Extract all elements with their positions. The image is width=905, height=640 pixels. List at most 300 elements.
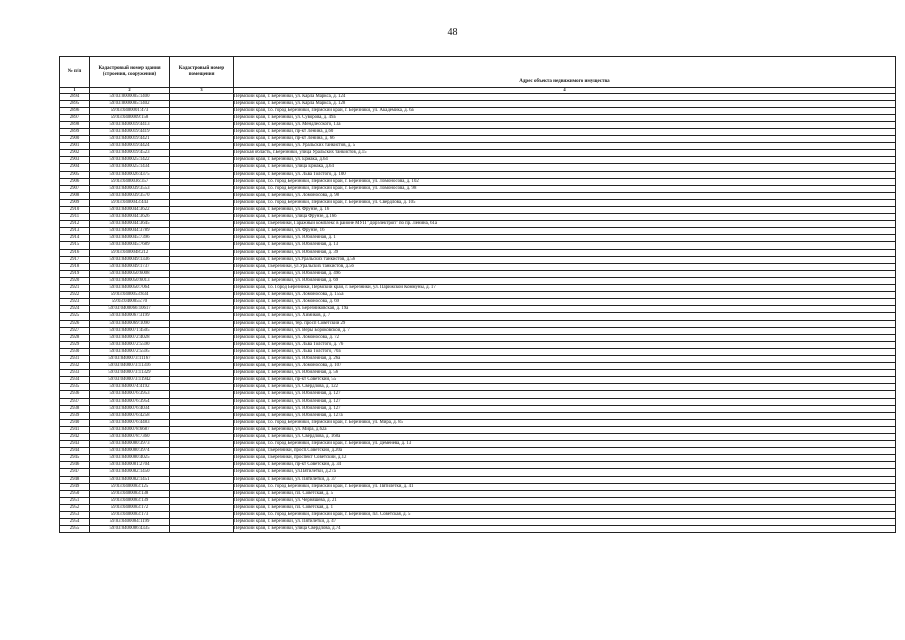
table-row [60, 143, 896, 150]
cadastral-number: 59:03:0400039:3570 [90, 192, 170, 199]
room-cadastral-number [170, 157, 234, 164]
table-row [60, 370, 896, 377]
room-cadastral-number [170, 363, 234, 370]
property-address: Пермский край, г. Березники, пл. Советская, д. 5 [234, 490, 896, 497]
row-number: 2930 [60, 348, 90, 355]
row-number: 2955 [60, 526, 90, 533]
property-address: Пермский край, г.Березники, просп.Советский, д.20а [234, 448, 896, 455]
cadastral-number: 59:03:0000005:1400 [90, 93, 170, 100]
property-address: Пермский край, г. Березники, ул. Юбилейная, д. 69 [234, 277, 896, 284]
table-row [60, 292, 896, 299]
table-row [60, 462, 896, 469]
property-address: Пермский край, г. Березники, ул. Карла Маркса, д. 128 [234, 100, 896, 107]
table-row [60, 405, 896, 412]
cadastral-number: 59:03:0400083:172 [90, 504, 170, 511]
row-number: 2938 [60, 405, 90, 412]
property-address: Пермский край, г. Березники, пр-кт Советский, д. 34 [234, 462, 896, 469]
cadastral-number: 59:03:0400050:6008 [90, 270, 170, 277]
room-cadastral-number [170, 476, 234, 483]
col-number: 2 [90, 88, 170, 94]
row-number: 2901 [60, 143, 90, 150]
row-number: 2954 [60, 519, 90, 526]
room-cadastral-number [170, 306, 234, 313]
property-address: Пермский край, г. Березники, улица Ермака, д.64 [234, 164, 896, 171]
room-cadastral-number [170, 469, 234, 476]
property-address: Пермский край, г.о. город Березники, Пермский край, г. Березники, ул. Свердлова, д. 105 [234, 199, 896, 206]
cadastral-number: 59:03:0400083:125 [90, 483, 170, 490]
room-cadastral-number [170, 164, 234, 171]
property-address: Пермский край, г.о. город Березники, Пермский край, г. Березники, ул. Деменева, д. 13 [234, 441, 896, 448]
row-number: 2944 [60, 448, 90, 455]
table-row [60, 185, 896, 192]
cadastral-number: 59:03:0400025:1422 [90, 157, 170, 164]
row-number: 2945 [60, 455, 90, 462]
property-address: Пермский край, г.о. город Березники, Пермский край, г. Березники, ул. Пятилетки, д. 41 [234, 483, 896, 490]
cadastral-number: 59:03:0400073:11329 [90, 370, 170, 377]
table-row [60, 263, 896, 270]
room-cadastral-number [170, 405, 234, 412]
property-address: Пермский край, г. Березники, ул. Мира, д.62а [234, 426, 896, 433]
property-address: Пермский край, г. Березники, пр-кт Советский, 55 [234, 377, 896, 384]
cadastral-number: 59:03:0400084:1199 [90, 519, 170, 526]
room-cadastral-number [170, 497, 234, 504]
property-address: Пермский край, г. Березники, ул. Ломоносова, д. 72 [234, 334, 896, 341]
property-address: Пермский край, г. Березники, тер. просп Советский 29 [234, 320, 896, 327]
property-address: Пермская область, г.Березники, улица Уральских танкистов, д.15 [234, 150, 896, 157]
room-cadastral-number [170, 434, 234, 441]
property-address: Пермский край, г. Березники, ул. Льва Толстого, д. 100 [234, 171, 896, 178]
row-number: 2941 [60, 426, 90, 433]
row-number: 2926 [60, 320, 90, 327]
row-number: 2918 [60, 263, 90, 270]
row-number: 2902 [60, 150, 90, 157]
room-cadastral-number [170, 441, 234, 448]
property-address: Пермский край, г.Березники, проспект Советский, д.12 [234, 455, 896, 462]
row-number: 2922 [60, 292, 90, 299]
property-address: Пермский край, г. Березники, улица Фрунзе, д.16б [234, 214, 896, 221]
table-row [60, 412, 896, 419]
row-number: 2920 [60, 277, 90, 284]
room-cadastral-number [170, 221, 234, 228]
table-row [60, 270, 896, 277]
property-address: Пермский край, г. Березники, ул.Пятилетки, д.27а [234, 469, 896, 476]
cadastral-number: 59:03:0400076:4034 [90, 405, 170, 412]
row-number: 2927 [60, 327, 90, 334]
cadastral-number: 59:03:0400067:3199 [90, 313, 170, 320]
room-cadastral-number [170, 199, 234, 206]
property-address: Пермский край, г. Березники, ул. Березниковская, д. 19а [234, 306, 896, 313]
property-address: Пермский край, г. Березники, ул. Юбилейная, д. 13 [234, 242, 896, 249]
col-number: 1 [60, 88, 90, 94]
table-row [60, 128, 896, 135]
table-row [60, 214, 896, 221]
table-row [60, 490, 896, 497]
room-cadastral-number [170, 270, 234, 277]
room-cadastral-number [170, 114, 234, 121]
cadastral-number: 59:03:0400076:3954 [90, 398, 170, 405]
table-row [60, 199, 896, 206]
table-row [60, 157, 896, 164]
row-number: 2895 [60, 100, 90, 107]
row-number: 2906 [60, 178, 90, 185]
row-number: 2921 [60, 285, 90, 292]
property-address: Пермский край, г. Березники, пр-кт Ленина, д.60 [234, 128, 896, 135]
property-address: Пермский край, г. Березники, ул. Юбилейная, д. 127а [234, 412, 896, 419]
room-cadastral-number [170, 93, 234, 100]
cadastral-number: 59:03:0400071:4505 [90, 327, 170, 334]
table-row [60, 299, 896, 306]
property-address: Пермский край, г. Березники, ул. Черняшева, д. 21 [234, 497, 896, 504]
room-cadastral-number [170, 412, 234, 419]
row-number: 2936 [60, 391, 90, 398]
row-number: 2929 [60, 341, 90, 348]
property-address: Пермский край, г. Березники, ул. Уральских танкистов, д. 5 [234, 143, 896, 150]
row-number: 2907 [60, 185, 90, 192]
cadastral-number: 59:03:0400044:3622 [90, 207, 170, 214]
property-address: Пермский край, г. Березники, ул. Суворова, д. 49а [234, 114, 896, 121]
table-row [60, 192, 896, 199]
table-row [60, 306, 896, 313]
row-number: 2923 [60, 299, 90, 306]
cadastral-number: 59:03:0400044:3645 [90, 221, 170, 228]
header-cadastral: Кадастровый номер здания (строения, сооружения) [90, 57, 170, 88]
row-number: 2915 [60, 242, 90, 249]
row-number: 2947 [60, 469, 90, 476]
cadastral-number: 59:03:0400083:138 [90, 490, 170, 497]
room-cadastral-number [170, 235, 234, 242]
cadastral-number: 59:03:0400045:7689 [90, 242, 170, 249]
cadastral-number: 59:03:0400019:4421 [90, 136, 170, 143]
cadastral-number: 59:03:0400078:7360 [90, 434, 170, 441]
row-number: 2925 [60, 313, 90, 320]
row-number: 2898 [60, 121, 90, 128]
cadastral-number: 59:03:0400076:4258 [90, 412, 170, 419]
property-address: Пермский край, г. Березники, ул. Ломоносова, д. 98 [234, 192, 896, 199]
table-row [60, 242, 896, 249]
cadastral-number: 59:03:0400048:212 [90, 249, 170, 256]
property-address: Пермский край, г. Березники, ул. Юбилейная, д. 49б [234, 270, 896, 277]
cadastral-number: 59:03:0400083:139 [90, 497, 170, 504]
property-register-table [59, 56, 896, 533]
cadastral-number: 59:03:0400026:4375 [90, 171, 170, 178]
cadastral-number: 59:03:0400019:4413 [90, 121, 170, 128]
row-number: 2919 [60, 270, 90, 277]
room-cadastral-number [170, 504, 234, 511]
room-cadastral-number [170, 455, 234, 462]
cadastral-number: 59:03:0400049:1336 [90, 256, 170, 263]
cadastral-number: 59:03:0400072:5595 [90, 348, 170, 355]
table-row [60, 512, 896, 519]
property-address: Пермский край, г. Березники, ул. Мендлесского, 13а [234, 121, 896, 128]
table-row [60, 476, 896, 483]
room-cadastral-number [170, 483, 234, 490]
row-number: 2896 [60, 107, 90, 114]
table-row [60, 469, 896, 476]
room-cadastral-number [170, 207, 234, 214]
property-address: Пермский край, г. Березники, ул. Юбилейная, д. 127 [234, 391, 896, 398]
row-number: 2943 [60, 441, 90, 448]
table-row [60, 150, 896, 157]
header-row [60, 57, 896, 88]
room-cadastral-number [170, 341, 234, 348]
table-row [60, 313, 896, 320]
table-row [60, 178, 896, 185]
cadastral-number: 59:03:0400073:11942 [90, 377, 170, 384]
cadastral-number: 59:03:0400083:173 [90, 512, 170, 519]
row-number: 2953 [60, 512, 90, 519]
table-row [60, 348, 896, 355]
property-address: Пермский край, г. Березники, пл. Советская, д. 1 [234, 504, 896, 511]
table-row [60, 171, 896, 178]
cadastral-number: 59:03:0400019:4419 [90, 128, 170, 135]
room-cadastral-number [170, 143, 234, 150]
property-address: Пермский край, г.Березники, Гаражный комплекс в районе МУП "Дорэлектроп" по пр. Ленина, 61а [234, 221, 896, 228]
room-cadastral-number [170, 419, 234, 426]
room-cadastral-number [170, 285, 234, 292]
room-cadastral-number [170, 185, 234, 192]
table-row [60, 249, 896, 256]
room-cadastral-number [170, 263, 234, 270]
room-cadastral-number [170, 370, 234, 377]
header-room: Кадастровый номер помещения [170, 57, 234, 88]
table-row [60, 107, 896, 114]
room-cadastral-number [170, 228, 234, 235]
table-row [60, 441, 896, 448]
cadastral-number: 59:03:0400036:357 [90, 178, 170, 185]
table-row [60, 100, 896, 107]
property-address: Пермский край, г. Березники, ул. Свердлова, д. 122 [234, 384, 896, 391]
property-address: Пермский край, г. Березники, ул. Фрунзе, 16 [234, 228, 896, 235]
col-number: 4 [234, 88, 896, 94]
row-number: 2951 [60, 497, 90, 504]
row-number: 2933 [60, 370, 90, 377]
row-number: 2911 [60, 214, 90, 221]
table-row [60, 327, 896, 334]
table-row [60, 228, 896, 235]
row-number: 2942 [60, 434, 90, 441]
table-row [60, 434, 896, 441]
property-address: Пермский край, г. Березники, ул. Пятилетки, д. 37 [234, 476, 896, 483]
row-number: 2908 [60, 192, 90, 199]
room-cadastral-number [170, 128, 234, 135]
table-row [60, 320, 896, 327]
row-number: 2917 [60, 256, 90, 263]
table-row [60, 419, 896, 426]
property-address: Пермский край, г. Березники, ул. Ломоносова, д. 69 [234, 299, 896, 306]
table-row [60, 355, 896, 362]
row-number: 2948 [60, 476, 90, 483]
room-cadastral-number [170, 391, 234, 398]
row-number: 2904 [60, 164, 90, 171]
row-number: 2940 [60, 419, 90, 426]
table-row [60, 384, 896, 391]
cadastral-number: 59:03:0400074:4192 [90, 384, 170, 391]
room-cadastral-number [170, 313, 234, 320]
room-cadastral-number [170, 512, 234, 519]
room-cadastral-number [170, 398, 234, 405]
property-address: Пермский край, г. Березники, ул. Карла Маркса, д. 124 [234, 93, 896, 100]
property-address: Пермский край, г. Березники, ул. Юбилейная, д. 127 [234, 405, 896, 412]
room-cadastral-number [170, 384, 234, 391]
row-number: 2950 [60, 490, 90, 497]
row-number: 2894 [60, 93, 90, 100]
property-address: Пермский край, г. Березники, ул. Юбилейная, д. 56 [234, 370, 896, 377]
room-cadastral-number [170, 171, 234, 178]
property-address: Пермский край, г.о. город Березники, Пермский край, г. Березники, ул. Мира, д. 85 [234, 419, 896, 426]
table-row [60, 334, 896, 341]
row-number: 2900 [60, 136, 90, 143]
property-address: Пермский край, г. Березники, ул. Химиков, д. 7 [234, 313, 896, 320]
cadastral-number: 59:03:0400019:4523 [90, 150, 170, 157]
room-cadastral-number [170, 348, 234, 355]
table-row [60, 455, 896, 462]
cadastral-number: 59:03:0400080:3973 [90, 441, 170, 448]
room-cadastral-number [170, 107, 234, 114]
table-row [60, 93, 896, 100]
cadastral-number: 59:03:0400025:1434 [90, 164, 170, 171]
cadastral-number: 59:03:0400073:11167 [90, 355, 170, 362]
cadastral-number: 59:03:0400045:7396 [90, 235, 170, 242]
row-number: 2899 [60, 128, 90, 135]
room-cadastral-number [170, 377, 234, 384]
table-row [60, 277, 896, 284]
row-number: 2939 [60, 412, 90, 419]
room-cadastral-number [170, 249, 234, 256]
cadastral-number: 59:03:0400076:4483 [90, 419, 170, 426]
room-cadastral-number [170, 462, 234, 469]
table-row [60, 114, 896, 121]
cadastral-number: 59:03:0400080:3974 [90, 448, 170, 455]
table-row [60, 256, 896, 263]
cadastral-number: 59:03:0400069:1090 [90, 320, 170, 327]
row-number: 2932 [60, 363, 90, 370]
row-number: 2905 [60, 171, 90, 178]
room-cadastral-number [170, 299, 234, 306]
cadastral-number: 59:03:0400073:11316 [90, 363, 170, 370]
room-cadastral-number [170, 192, 234, 199]
property-address: Пермский край, г. Березники, ул. Льва Толстого, д. 76 [234, 341, 896, 348]
row-number: 2912 [60, 221, 90, 228]
room-cadastral-number [170, 121, 234, 128]
room-cadastral-number [170, 100, 234, 107]
room-cadastral-number [170, 448, 234, 455]
cadastral-number: 59:03:0400082:1451 [90, 476, 170, 483]
cadastral-number: 59:03:0400076:3953 [90, 391, 170, 398]
cadastral-number: 59:03:0400050:7064 [90, 285, 170, 292]
property-address: Пермский край, г.о. Город Березники, Пермский край, г. Березники, ул. Парижской Коммуны, д. 17 [234, 285, 896, 292]
property-address: Пермский край, г.Березники, ул.Уральских танкистов, д.56 [234, 263, 896, 270]
row-number: 2949 [60, 483, 90, 490]
cadastral-number: 59:03:0400009:158 [90, 114, 170, 121]
cadastral-number: 59:03:0400001:473 [90, 107, 170, 114]
row-number: 2903 [60, 157, 90, 164]
row-number: 2914 [60, 235, 90, 242]
cadastral-number: 59:03:0400081:2704 [90, 462, 170, 469]
cadastral-number: 59:03:0400066:10617 [90, 306, 170, 313]
property-address: Пермский край, г. Березники, ул. Юбилейная, д. 127 [234, 398, 896, 405]
cadastral-number: 59:03:0400019:4424 [90, 143, 170, 150]
cadastral-number: 59:03:0400039:3553 [90, 185, 170, 192]
property-address: Пермский край, г. Березники, ул. Ломоносова, д. 155а [234, 292, 896, 299]
room-cadastral-number [170, 178, 234, 185]
cadastral-number: 59:03:0400078:6687 [90, 426, 170, 433]
property-address: Пермский край, г. Березники, ул. Юбилейная, д. 1 [234, 235, 896, 242]
row-number: 2937 [60, 398, 90, 405]
cadastral-number: 59:03:0400044:3789 [90, 228, 170, 235]
table-row [60, 136, 896, 143]
table-row [60, 377, 896, 384]
row-number: 2934 [60, 377, 90, 384]
col-number: 3 [170, 88, 234, 94]
cadastral-number: 59:03:0400053:834 [90, 292, 170, 299]
table-row [60, 121, 896, 128]
row-number: 2910 [60, 207, 90, 214]
row-number: 2928 [60, 334, 90, 341]
property-address: Пермский край, г. Березники, ул. Свердлова, д. 168а [234, 434, 896, 441]
property-address: Пермский край, г.о. город Березники, Пермский край, г. Березники, ул. Академика, д. 6а [234, 107, 896, 114]
cadastral-number: 59:03:0400043:443 [90, 199, 170, 206]
property-address: Пермский край, г. Березники, ул. Ермака, д.64 [234, 157, 896, 164]
room-cadastral-number [170, 355, 234, 362]
room-cadastral-number [170, 490, 234, 497]
table-row [60, 483, 896, 490]
table-row [60, 207, 896, 214]
table-row [60, 363, 896, 370]
room-cadastral-number [170, 334, 234, 341]
header-num: № п/п [60, 57, 90, 88]
room-cadastral-number [170, 292, 234, 299]
property-address: Пермский край, г.о. город Березники, Пермский край, г. Березники, ул. Ломоносова, д. 98 [234, 185, 896, 192]
property-address: Пермский край, г. Березники, ул. Веры Бороковской, д. 7 [234, 327, 896, 334]
property-address: Пермский край, г. Березники, ул.Уральских танкистов, д.56 [234, 256, 896, 263]
room-cadastral-number [170, 526, 234, 533]
row-number: 2952 [60, 504, 90, 511]
property-address: Пермский край, г.о. город Березники, Пермский край, г. Березники, пл. Советская, д. 5 [234, 512, 896, 519]
room-cadastral-number [170, 519, 234, 526]
property-address: Пермский край, г. Березники, улица Свердлова, д.74 [234, 526, 896, 533]
cadastral-number: 59:03:0400044:3626 [90, 214, 170, 221]
row-number: 2935 [60, 384, 90, 391]
row-number: 2897 [60, 114, 90, 121]
table-row [60, 426, 896, 433]
room-cadastral-number [170, 256, 234, 263]
row-number: 2924 [60, 306, 90, 313]
row-number: 2946 [60, 462, 90, 469]
table-row [60, 448, 896, 455]
room-cadastral-number [170, 136, 234, 143]
cadastral-number: 59:03:0000005:1402 [90, 100, 170, 107]
room-cadastral-number [170, 320, 234, 327]
property-address: Пермский край, г. Березники, ул. Ломоносова, д. 107 [234, 363, 896, 370]
page-number: 48 [447, 27, 458, 38]
property-address: Пермский край, г. Березники, пр-кт Ленина, д. 66 [234, 136, 896, 143]
cadastral-number: 59:03:0400080:4025 [90, 455, 170, 462]
table-row [60, 526, 896, 533]
table-row [60, 519, 896, 526]
property-address: Пермский край, г. Березники, ул. Фрунзе, д. 16 [234, 207, 896, 214]
property-address: Пермский край, г. Березники, ул. Юбилейная, д. 39 [234, 249, 896, 256]
table-row [60, 391, 896, 398]
header-address: Адрес объекта недвижимого имущества [234, 57, 896, 88]
property-address: Пермский край, г. Березники, ул. Пятилетки, д. 47 [234, 519, 896, 526]
cadastral-number: 59:03:0400072:4028 [90, 334, 170, 341]
table-row [60, 235, 896, 242]
table-body [60, 93, 896, 533]
table-row [60, 341, 896, 348]
cadastral-number: 59:03:0400055:70 [90, 299, 170, 306]
table-row [60, 398, 896, 405]
room-cadastral-number [170, 214, 234, 221]
